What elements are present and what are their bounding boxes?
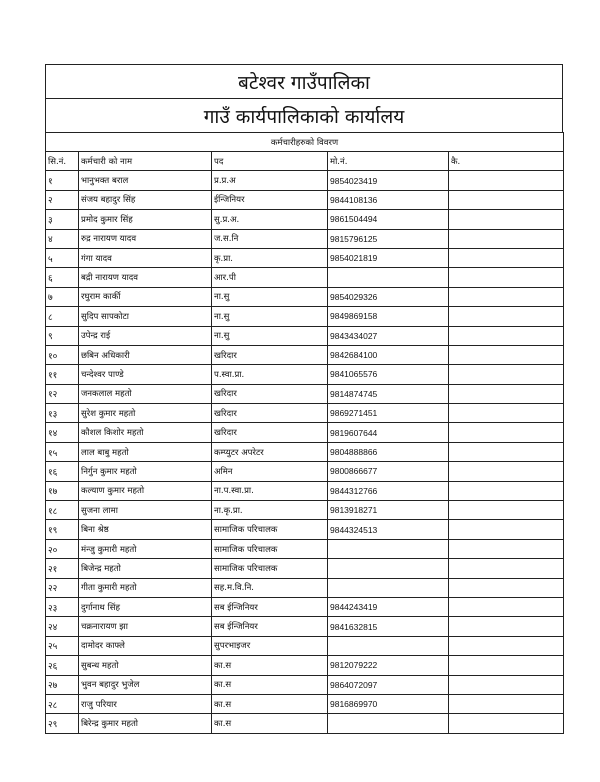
staff-table <box>45 132 564 734</box>
cell-phone: 9854021819 <box>328 248 449 267</box>
cell-remarks <box>449 481 564 500</box>
cell-phone: 9819607644 <box>328 423 449 442</box>
cell-phone: 9814874745 <box>328 384 449 403</box>
table-row <box>46 442 564 461</box>
cell-phone: 9842684100 <box>328 345 449 364</box>
cell-sn: २ <box>46 190 79 209</box>
cell-post: का.स <box>212 714 328 733</box>
cell-name: गीता कुमारी महतो <box>79 578 212 597</box>
cell-remarks <box>449 307 564 326</box>
cell-remarks <box>449 326 564 345</box>
cell-name: सुबन्ध महतो <box>79 656 212 675</box>
document-page <box>45 64 563 734</box>
cell-post: सुपरभाइजर <box>212 636 328 655</box>
cell-phone: 9844312766 <box>328 481 449 500</box>
col-header-sn: सि.नं. <box>46 152 79 171</box>
cell-sn: ३ <box>46 210 79 229</box>
cell-remarks <box>449 404 564 423</box>
cell-phone: 9854023419 <box>328 171 449 190</box>
cell-phone: 9849869158 <box>328 307 449 326</box>
table-row <box>46 578 564 597</box>
cell-name: बिरेन्द्र कुमार महतो <box>79 714 212 733</box>
cell-phone <box>328 714 449 733</box>
cell-remarks <box>449 423 564 442</box>
cell-remarks <box>449 268 564 287</box>
cell-remarks <box>449 190 564 209</box>
cell-phone: 9813918271 <box>328 501 449 520</box>
cell-name: बिजेन्द्र महतो <box>79 559 212 578</box>
cell-phone <box>328 636 449 655</box>
cell-post: सामाजिक परिचालक <box>212 539 328 558</box>
cell-name: छबिन अधिकारी <box>79 345 212 364</box>
cell-name: प्रमोद कुमार सिंह <box>79 210 212 229</box>
table-row <box>46 714 564 733</box>
cell-phone: 9854029326 <box>328 287 449 306</box>
cell-post: अमिन <box>212 462 328 481</box>
cell-remarks <box>449 597 564 616</box>
cell-remarks <box>449 636 564 655</box>
cell-remarks <box>449 559 564 578</box>
cell-sn: २४ <box>46 617 79 636</box>
cell-sn: १७ <box>46 481 79 500</box>
table-row <box>46 229 564 248</box>
cell-name: भुवन बहादुर भुजेल <box>79 675 212 694</box>
cell-remarks <box>449 442 564 461</box>
table-row <box>46 248 564 267</box>
cell-sn: ६ <box>46 268 79 287</box>
cell-phone: 9816869970 <box>328 694 449 713</box>
cell-remarks <box>449 539 564 558</box>
cell-remarks <box>449 617 564 636</box>
cell-phone: 9844243419 <box>328 597 449 616</box>
cell-phone: 9844108136 <box>328 190 449 209</box>
cell-post: का.स <box>212 694 328 713</box>
cell-sn: २० <box>46 539 79 558</box>
cell-sn: ७ <box>46 287 79 306</box>
table-row <box>46 307 564 326</box>
cell-name: कल्याण कुमार महतो <box>79 481 212 500</box>
cell-post: कम्प्युटर अपरेटर <box>212 442 328 461</box>
cell-phone: 9812079222 <box>328 656 449 675</box>
table-row <box>46 345 564 364</box>
cell-post: आर.पी <box>212 268 328 287</box>
cell-post: ना.सु <box>212 326 328 345</box>
table-row <box>46 597 564 616</box>
col-header-remarks: कै. <box>449 152 564 171</box>
cell-post: प्र.प्र.अ <box>212 171 328 190</box>
table-row <box>46 404 564 423</box>
cell-post: प.स्वा.प्रा. <box>212 365 328 384</box>
cell-post: का.स <box>212 675 328 694</box>
table-row <box>46 694 564 713</box>
cell-sn: १५ <box>46 442 79 461</box>
table-row <box>46 287 564 306</box>
cell-sn: ५ <box>46 248 79 267</box>
table-row <box>46 539 564 558</box>
col-header-post: पद <box>212 152 328 171</box>
cell-sn: १९ <box>46 520 79 539</box>
cell-name: सुजना लामा <box>79 501 212 520</box>
table-row <box>46 656 564 675</box>
cell-sn: १३ <box>46 404 79 423</box>
cell-phone <box>328 578 449 597</box>
cell-name: मंन्जु कुमारी महतो <box>79 539 212 558</box>
cell-post: सामाजिक परिचालक <box>212 559 328 578</box>
cell-name: निर्गुन कुमार महतो <box>79 462 212 481</box>
cell-sn: २८ <box>46 694 79 713</box>
cell-name: रुद्र नारायण यादव <box>79 229 212 248</box>
table-row <box>46 617 564 636</box>
cell-phone <box>328 539 449 558</box>
cell-name: रघुराम कार्की <box>79 287 212 306</box>
cell-remarks <box>449 656 564 675</box>
cell-sn: २२ <box>46 578 79 597</box>
cell-remarks <box>449 365 564 384</box>
table-row <box>46 384 564 403</box>
cell-post: कृ.प्रा. <box>212 248 328 267</box>
cell-phone: 9869271451 <box>328 404 449 423</box>
cell-post: सामाजिक परिचालक <box>212 520 328 539</box>
cell-name: कौशल किशोर महतो <box>79 423 212 442</box>
col-header-name: कर्मचारी को नाम <box>79 152 212 171</box>
cell-name: सुरेश कुमार महतो <box>79 404 212 423</box>
cell-remarks <box>449 248 564 267</box>
cell-post: सह.म.वि.नि. <box>212 578 328 597</box>
table-row <box>46 365 564 384</box>
cell-post: ईन्जिनियर <box>212 190 328 209</box>
cell-post: ना.प.स्वा.प्रा. <box>212 481 328 500</box>
cell-sn: ९ <box>46 326 79 345</box>
cell-name: सुदिप सापकोटा <box>79 307 212 326</box>
table-row <box>46 210 564 229</box>
cell-phone: 9864072097 <box>328 675 449 694</box>
municipality-title: बटेश्वर गाउँपालिका <box>45 64 563 98</box>
cell-remarks <box>449 210 564 229</box>
cell-phone: 9804888866 <box>328 442 449 461</box>
cell-phone: 9841632815 <box>328 617 449 636</box>
cell-name: गंगा यादव <box>79 248 212 267</box>
table-row <box>46 520 564 539</box>
cell-sn: १२ <box>46 384 79 403</box>
cell-sn: ११ <box>46 365 79 384</box>
cell-name: दुर्गानाथ सिंह <box>79 597 212 616</box>
cell-name: संजय बहादुर सिंह <box>79 190 212 209</box>
cell-name: बिना श्रेष्ठ <box>79 520 212 539</box>
cell-name: दामोदर काफ्ले <box>79 636 212 655</box>
cell-name: लाल बाबु महतो <box>79 442 212 461</box>
cell-sn: २७ <box>46 675 79 694</box>
cell-phone: 9800866677 <box>328 462 449 481</box>
cell-name: चन्देश्वर पाण्डे <box>79 365 212 384</box>
cell-post: ना.सु <box>212 287 328 306</box>
table-row <box>46 559 564 578</box>
table-header-row <box>46 152 564 171</box>
table-row <box>46 675 564 694</box>
cell-name: बद्री नारायण यादव <box>79 268 212 287</box>
cell-phone: 9815796125 <box>328 229 449 248</box>
table-row <box>46 501 564 520</box>
cell-sn: ४ <box>46 229 79 248</box>
cell-remarks <box>449 675 564 694</box>
cell-phone: 9861504494 <box>328 210 449 229</box>
cell-sn: २६ <box>46 656 79 675</box>
cell-sn: १४ <box>46 423 79 442</box>
cell-post: ना.सु <box>212 307 328 326</box>
cell-sn: ८ <box>46 307 79 326</box>
cell-post: ज.स.नि <box>212 229 328 248</box>
cell-post: सब ईन्जिनियर <box>212 617 328 636</box>
cell-sn: २३ <box>46 597 79 616</box>
cell-sn: १८ <box>46 501 79 520</box>
cell-sn: २५ <box>46 636 79 655</box>
cell-post: खरिदार <box>212 384 328 403</box>
cell-phone: 9843434027 <box>328 326 449 345</box>
col-header-phone: मो.नं. <box>328 152 449 171</box>
cell-name: जनकलाल महतो <box>79 384 212 403</box>
cell-post: खरिदार <box>212 423 328 442</box>
table-subtitle-row <box>46 133 564 152</box>
cell-phone <box>328 559 449 578</box>
cell-sn: १६ <box>46 462 79 481</box>
table-subtitle: कर्मचारीहरुको विवरण <box>46 133 564 152</box>
cell-phone: 9841065576 <box>328 365 449 384</box>
cell-name: चक्रनारायण झा <box>79 617 212 636</box>
cell-post: सब ईन्जिनियर <box>212 597 328 616</box>
cell-remarks <box>449 501 564 520</box>
cell-name: उपेन्द्र राई <box>79 326 212 345</box>
cell-remarks <box>449 171 564 190</box>
table-row <box>46 423 564 442</box>
cell-sn: २१ <box>46 559 79 578</box>
cell-sn: १० <box>46 345 79 364</box>
cell-remarks <box>449 384 564 403</box>
cell-phone: 9844324513 <box>328 520 449 539</box>
table-row <box>46 462 564 481</box>
table-row <box>46 171 564 190</box>
table-row <box>46 190 564 209</box>
cell-remarks <box>449 520 564 539</box>
office-title: गाउँ कार्यपालिकाको कार्यालय <box>45 98 563 132</box>
cell-post: ना.कृ.प्रा. <box>212 501 328 520</box>
cell-name: राजु परियार <box>79 694 212 713</box>
cell-name: भानुभक्त बराल <box>79 171 212 190</box>
cell-post: सु.प्र.अ. <box>212 210 328 229</box>
cell-phone <box>328 268 449 287</box>
cell-post: खरिदार <box>212 345 328 364</box>
cell-remarks <box>449 229 564 248</box>
cell-remarks <box>449 694 564 713</box>
cell-remarks <box>449 345 564 364</box>
table-row <box>46 326 564 345</box>
cell-post: का.स <box>212 656 328 675</box>
cell-post: खरिदार <box>212 404 328 423</box>
table-row <box>46 481 564 500</box>
table-row <box>46 268 564 287</box>
cell-remarks <box>449 714 564 733</box>
table-row <box>46 636 564 655</box>
cell-sn: १ <box>46 171 79 190</box>
cell-sn: २९ <box>46 714 79 733</box>
cell-remarks <box>449 462 564 481</box>
cell-remarks <box>449 287 564 306</box>
cell-remarks <box>449 578 564 597</box>
